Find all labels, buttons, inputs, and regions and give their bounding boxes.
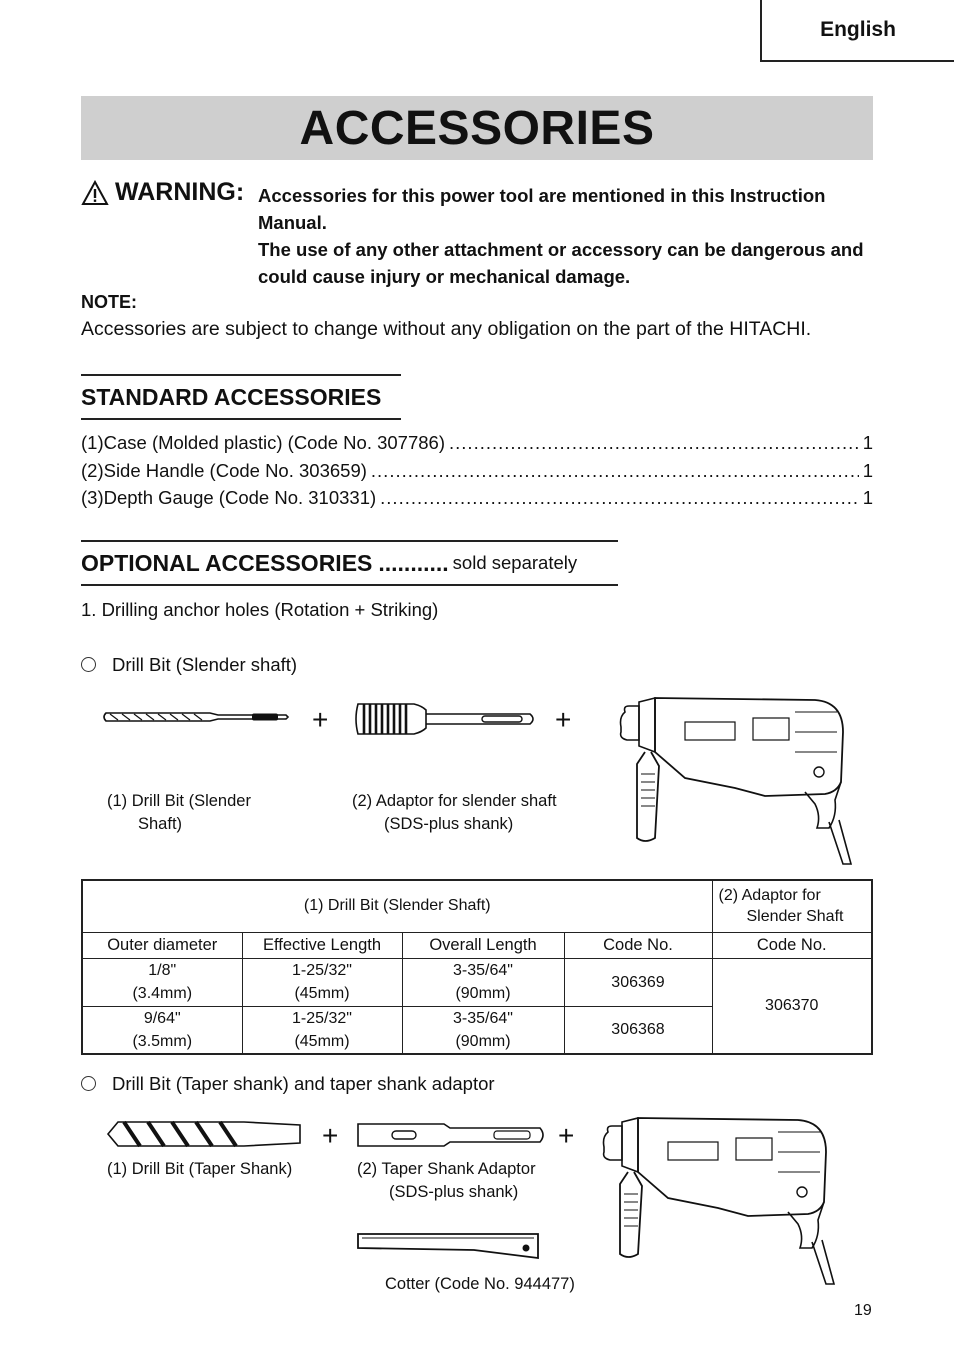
table-cell: 1/8" (3.4mm) bbox=[82, 958, 242, 1006]
standard-accessories-heading: STANDARD ACCESSORIES bbox=[81, 374, 401, 420]
slender-adaptor-illustration bbox=[352, 696, 542, 742]
column-header: Code No. bbox=[712, 932, 872, 958]
circle-bullet-icon bbox=[81, 657, 96, 672]
plus-sign: + bbox=[558, 1120, 575, 1151]
cotter-illustration bbox=[354, 1228, 544, 1262]
title-bar bbox=[81, 96, 873, 160]
standard-item: (3)Depth Gauge (Code No. 310331) ..... 1 bbox=[81, 487, 873, 509]
cotter-caption: Cotter (Code No. 944477) bbox=[385, 1275, 575, 1293]
circle-bullet-icon bbox=[81, 1076, 96, 1091]
drill-bit-spec-table bbox=[81, 879, 873, 1055]
rotary-hammer-illustration bbox=[615, 692, 855, 877]
optional-item-1: 1. Drilling anchor holes (Rotation + Striking) bbox=[81, 599, 439, 620]
taper-caption-1: (1) Drill Bit (Taper Shank) bbox=[107, 1160, 293, 1178]
note-label: NOTE: bbox=[81, 292, 137, 312]
column-header: Code No. bbox=[564, 932, 712, 958]
table-cell: 306368 bbox=[564, 1006, 712, 1054]
warning-text: Accessories for this power tool are mentioned in this Instruction Manual. The use of any other attachment or accessory can be dangerous and could cause injury or mechanical damage. bbox=[258, 185, 864, 287]
table-cell: 3-35/64" (90mm) bbox=[402, 958, 564, 1006]
slender-caption-1: (1) Drill Bit (Slender Shaft) bbox=[107, 792, 251, 833]
slender-caption-2: (2) Adaptor for slender shaft (SDS-plus shank) bbox=[352, 792, 557, 833]
column-header: Effective Length bbox=[242, 932, 402, 958]
table-cell: 3-35/64" (90mm) bbox=[402, 1006, 564, 1054]
plus-sign: + bbox=[322, 1120, 339, 1151]
table-header-row bbox=[82, 932, 872, 958]
table-cell: 1-25/32" (45mm) bbox=[242, 1006, 402, 1054]
standard-item: (1)Case (Molded plastic) (Code No. 307786) ..... 1 bbox=[81, 432, 873, 454]
taper-adaptor-illustration bbox=[354, 1118, 550, 1152]
plus-sign: + bbox=[312, 704, 329, 735]
page-number: 19 bbox=[854, 1302, 872, 1319]
taper-heading: Drill Bit (Taper shank) and taper shank adaptor bbox=[81, 1073, 495, 1095]
table-row bbox=[82, 958, 872, 1006]
optional-accessories-heading: OPTIONAL ACCESSORIES ........... sold separately bbox=[81, 540, 618, 586]
warning-triangle-icon bbox=[81, 180, 109, 206]
column-header: Outer diameter bbox=[82, 932, 242, 958]
taper-caption-2: (2) Taper Shank Adaptor (SDS-plus shank) bbox=[357, 1160, 536, 1201]
note-text: Accessories are subject to change without any obligation on the part of the HITACHI. bbox=[81, 318, 812, 340]
table-cell: 9/64" (3.5mm) bbox=[82, 1006, 242, 1054]
slender-heading: Drill Bit (Slender shaft) bbox=[81, 654, 297, 676]
warning-label: WARNING: bbox=[81, 178, 244, 207]
rotary-hammer-illustration bbox=[598, 1114, 838, 1294]
plus-sign: + bbox=[555, 704, 572, 735]
page-title: ACCESSORIES bbox=[299, 101, 655, 155]
column-header: Overall Length bbox=[402, 932, 564, 958]
slender-drill-bit-illustration bbox=[100, 700, 300, 734]
language-tab: English bbox=[760, 0, 954, 62]
table-group-header: (1) Drill Bit (Slender Shaft) bbox=[82, 880, 712, 932]
table-group-header: (2) Adaptor for Slender Shaft bbox=[712, 880, 872, 932]
table-cell: 1-25/32" (45mm) bbox=[242, 958, 402, 1006]
table-group-header-row bbox=[82, 880, 872, 932]
table-cell: 306369 bbox=[564, 958, 712, 1006]
taper-drill-bit-illustration bbox=[104, 1116, 306, 1152]
standard-item: (2)Side Handle (Code No. 303659) ..... 1 bbox=[81, 460, 873, 482]
table-cell-adaptor-code: 306370 bbox=[712, 958, 872, 1054]
